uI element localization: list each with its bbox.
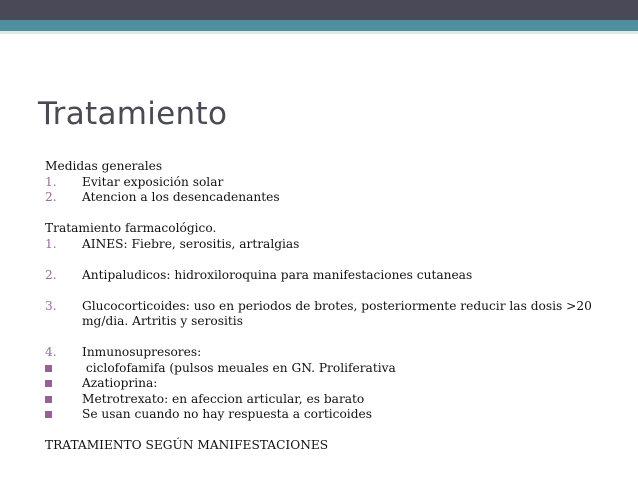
bullet-item <box>45 392 625 408</box>
list-item <box>45 299 625 330</box>
list-number: 2. <box>45 267 57 282</box>
bullet-text: Metrotrexato: en afeccion articular, es barato <box>82 391 365 406</box>
list-item <box>45 345 625 361</box>
bullet-text: ciclofofamifa (pulsos meuales en GN. Proliferativa <box>82 360 396 375</box>
top-band <box>0 0 638 20</box>
list-item <box>45 268 625 284</box>
bullet-item <box>45 407 625 423</box>
list-number: 4. <box>45 345 57 359</box>
footer-heading: TRATAMIENTO SEGÚN MANIFESTACIONES <box>45 438 329 452</box>
list-text: Antipaludicos: hidroxiloroquina para manifestaciones cutaneas <box>82 267 473 282</box>
list-text: Atencion a los desencadenantes <box>82 190 280 204</box>
general-heading: Medidas generales <box>45 159 163 173</box>
list-item <box>45 190 625 206</box>
list-text: Inmunosupresores: <box>82 345 202 359</box>
slide-body <box>45 159 625 454</box>
list-number: 1. <box>45 174 57 189</box>
bullet-item <box>45 361 625 377</box>
list-number: 2. <box>45 190 57 204</box>
list-item <box>45 175 625 191</box>
list-item <box>45 237 625 253</box>
accent-band <box>0 20 638 31</box>
list-number: 1. <box>45 236 57 251</box>
bullet-text: Azatioprina: <box>82 376 158 390</box>
slide-title: Tratamiento <box>38 96 228 132</box>
pharma-heading: Tratamiento farmacológico. <box>45 221 217 235</box>
accent-thin-band <box>0 31 638 34</box>
list-number: 3. <box>45 298 57 313</box>
list-text: Evitar exposición solar <box>82 174 224 189</box>
list-text: Glucocorticoides: uso en periodos de brotes, posteriormente reducir las dosis >20 mg/dia. Artritis y serositis <box>82 298 592 328</box>
bullet-text: Se usan cuando no hay respuesta a corticoides <box>82 407 372 421</box>
list-text: AINES: Fiebre, serositis, artralgias <box>82 236 300 251</box>
bullet-item <box>45 376 625 392</box>
